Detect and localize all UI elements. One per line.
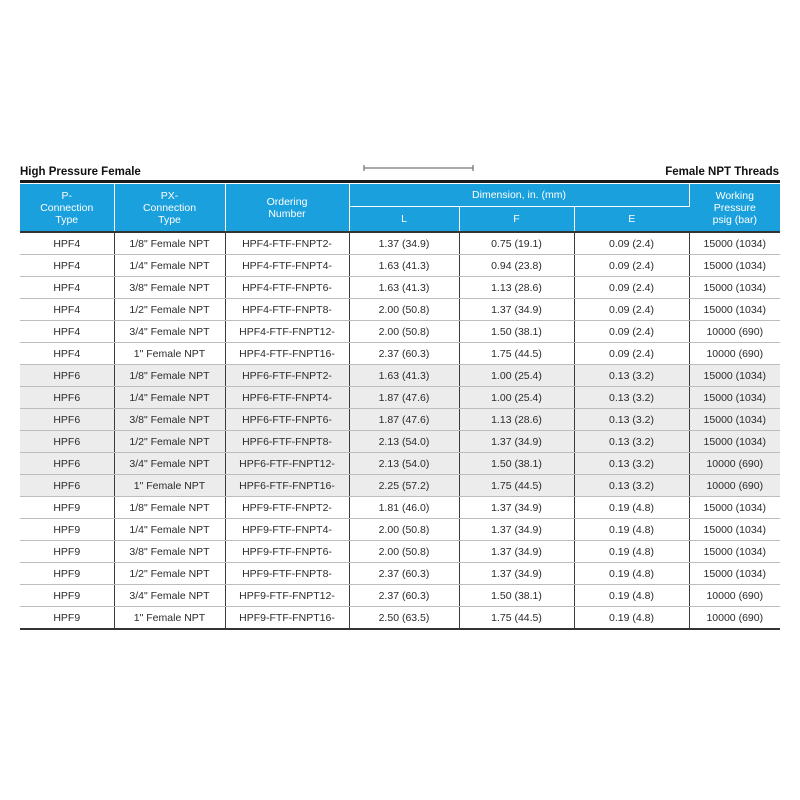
px-connection-cell: 3/8" Female NPT	[114, 277, 225, 299]
dim-e-cell: 0.13 (3.2)	[574, 431, 689, 453]
p-connection-cell: HPF6	[20, 475, 114, 497]
table-body	[20, 232, 780, 629]
px-connection-cell: 1/4" Female NPT	[114, 255, 225, 277]
dim-l-cell: 2.13 (54.0)	[349, 453, 459, 475]
spec-table	[20, 184, 780, 630]
dim-l-cell: 2.50 (63.5)	[349, 607, 459, 630]
ordering-number-cell: HPF4-FTF-FNPT6-	[225, 277, 349, 299]
col-header-dim-l: L	[349, 207, 459, 233]
working-pressure-cell: 10000 (690)	[689, 453, 780, 475]
dim-f-cell: 0.75 (19.1)	[459, 232, 574, 255]
dim-e-cell: 0.09 (2.4)	[574, 343, 689, 365]
p-connection-cell: HPF6	[20, 409, 114, 431]
px-connection-cell: 1/8" Female NPT	[114, 365, 225, 387]
dim-f-cell: 1.75 (44.5)	[459, 343, 574, 365]
dim-e-cell: 0.09 (2.4)	[574, 232, 689, 255]
table-row	[20, 409, 780, 431]
dim-l-cell: 1.63 (41.3)	[349, 255, 459, 277]
dim-f-cell: 1.50 (38.1)	[459, 453, 574, 475]
table-row	[20, 365, 780, 387]
ordering-number-cell: HPF4-FTF-FNPT16-	[225, 343, 349, 365]
working-pressure-cell: 15000 (1034)	[689, 299, 780, 321]
px-connection-cell: 1/2" Female NPT	[114, 563, 225, 585]
working-pressure-cell: 15000 (1034)	[689, 409, 780, 431]
col-header-dim-e: E	[574, 207, 689, 233]
dim-f-cell: 1.37 (34.9)	[459, 541, 574, 563]
table-row	[20, 475, 780, 497]
dim-e-cell: 0.19 (4.8)	[574, 541, 689, 563]
col-header-px-connection: PX- Connection Type	[114, 184, 225, 232]
px-connection-cell: 1/4" Female NPT	[114, 387, 225, 409]
table-row	[20, 563, 780, 585]
p-connection-cell: HPF9	[20, 519, 114, 541]
table-row	[20, 541, 780, 563]
dim-l-cell: 2.00 (50.8)	[349, 321, 459, 343]
ordering-number-cell: HPF9-FTF-FNPT8-	[225, 563, 349, 585]
table-row	[20, 607, 780, 630]
ordering-number-cell: HPF9-FTF-FNPT12-	[225, 585, 349, 607]
dim-e-cell: 0.09 (2.4)	[574, 255, 689, 277]
p-connection-cell: HPF9	[20, 607, 114, 630]
p-connection-cell: HPF9	[20, 585, 114, 607]
working-pressure-cell: 15000 (1034)	[689, 232, 780, 255]
px-connection-cell: 3/8" Female NPT	[114, 541, 225, 563]
table-title: High Pressure Female	[20, 166, 141, 178]
dim-l-cell: 2.37 (60.3)	[349, 563, 459, 585]
p-connection-cell: HPF6	[20, 365, 114, 387]
px-connection-cell: 3/4" Female NPT	[114, 321, 225, 343]
dim-f-cell: 1.13 (28.6)	[459, 277, 574, 299]
dim-e-cell: 0.19 (4.8)	[574, 497, 689, 519]
ordering-number-cell: HPF6-FTF-FNPT4-	[225, 387, 349, 409]
table-row	[20, 277, 780, 299]
dim-l-cell: 2.37 (60.3)	[349, 585, 459, 607]
dim-f-cell: 1.37 (34.9)	[459, 497, 574, 519]
col-header-dimension: Dimension, in. (mm)	[349, 184, 689, 207]
p-connection-cell: HPF9	[20, 541, 114, 563]
working-pressure-cell: 15000 (1034)	[689, 365, 780, 387]
dim-f-cell: 1.37 (34.9)	[459, 431, 574, 453]
p-connection-cell: HPF4	[20, 277, 114, 299]
header-rule	[20, 180, 780, 183]
working-pressure-cell: 10000 (690)	[689, 321, 780, 343]
working-pressure-cell: 10000 (690)	[689, 607, 780, 630]
ordering-number-cell: HPF6-FTF-FNPT16-	[225, 475, 349, 497]
ordering-number-cell: HPF6-FTF-FNPT2-	[225, 365, 349, 387]
table-row	[20, 453, 780, 475]
px-connection-cell: 1/8" Female NPT	[114, 497, 225, 519]
p-connection-cell: HPF4	[20, 299, 114, 321]
px-connection-cell: 3/4" Female NPT	[114, 453, 225, 475]
px-connection-cell: 1" Female NPT	[114, 343, 225, 365]
dim-f-cell: 0.94 (23.8)	[459, 255, 574, 277]
ordering-number-cell: HPF9-FTF-FNPT2-	[225, 497, 349, 519]
table-row	[20, 497, 780, 519]
p-connection-cell: HPF9	[20, 497, 114, 519]
ordering-number-cell: HPF4-FTF-FNPT4-	[225, 255, 349, 277]
dim-f-cell: 1.00 (25.4)	[459, 387, 574, 409]
ordering-number-cell: HPF9-FTF-FNPT6-	[225, 541, 349, 563]
p-connection-cell: HPF6	[20, 453, 114, 475]
ordering-number-cell: HPF6-FTF-FNPT6-	[225, 409, 349, 431]
dim-l-cell: 2.00 (50.8)	[349, 541, 459, 563]
working-pressure-cell: 15000 (1034)	[689, 277, 780, 299]
working-pressure-cell: 10000 (690)	[689, 475, 780, 497]
px-connection-cell: 1" Female NPT	[114, 475, 225, 497]
ordering-number-cell: HPF9-FTF-FNPT4-	[225, 519, 349, 541]
dim-f-cell: 1.37 (34.9)	[459, 519, 574, 541]
px-connection-cell: 1" Female NPT	[114, 607, 225, 630]
table-row	[20, 585, 780, 607]
dim-l-cell: 2.00 (50.8)	[349, 519, 459, 541]
dim-f-cell: 1.50 (38.1)	[459, 585, 574, 607]
dim-l-cell: 1.37 (34.9)	[349, 232, 459, 255]
px-connection-cell: 1/2" Female NPT	[114, 431, 225, 453]
ordering-number-cell: HPF4-FTF-FNPT12-	[225, 321, 349, 343]
table-row	[20, 387, 780, 409]
dimension-marker-icon	[363, 165, 474, 171]
dim-e-cell: 0.09 (2.4)	[574, 277, 689, 299]
working-pressure-cell: 15000 (1034)	[689, 541, 780, 563]
px-connection-cell: 1/8" Female NPT	[114, 232, 225, 255]
dim-l-cell: 2.37 (60.3)	[349, 343, 459, 365]
dim-l-cell: 2.00 (50.8)	[349, 299, 459, 321]
table-row	[20, 519, 780, 541]
p-connection-cell: HPF4	[20, 321, 114, 343]
dim-f-cell: 1.75 (44.5)	[459, 607, 574, 630]
table-row	[20, 255, 780, 277]
px-connection-cell: 3/8" Female NPT	[114, 409, 225, 431]
dim-e-cell: 0.19 (4.8)	[574, 607, 689, 630]
thread-type-label: Female NPT Threads	[665, 166, 779, 178]
dim-l-cell: 1.63 (41.3)	[349, 277, 459, 299]
dim-e-cell: 0.13 (3.2)	[574, 475, 689, 497]
dim-l-cell: 1.81 (46.0)	[349, 497, 459, 519]
working-pressure-cell: 15000 (1034)	[689, 431, 780, 453]
px-connection-cell: 1/2" Female NPT	[114, 299, 225, 321]
dim-e-cell: 0.13 (3.2)	[574, 409, 689, 431]
dim-f-cell: 1.37 (34.9)	[459, 563, 574, 585]
dim-f-cell: 1.37 (34.9)	[459, 299, 574, 321]
working-pressure-cell: 10000 (690)	[689, 343, 780, 365]
p-connection-cell: HPF6	[20, 387, 114, 409]
dim-l-cell: 1.87 (47.6)	[349, 409, 459, 431]
col-header-dim-f: F	[459, 207, 574, 233]
dim-e-cell: 0.13 (3.2)	[574, 387, 689, 409]
table-row	[20, 343, 780, 365]
table-row	[20, 431, 780, 453]
dim-e-cell: 0.19 (4.8)	[574, 563, 689, 585]
ordering-number-cell: HPF6-FTF-FNPT12-	[225, 453, 349, 475]
dim-e-cell: 0.09 (2.4)	[574, 321, 689, 343]
working-pressure-cell: 15000 (1034)	[689, 519, 780, 541]
working-pressure-cell: 15000 (1034)	[689, 255, 780, 277]
dim-l-cell: 1.87 (47.6)	[349, 387, 459, 409]
p-connection-cell: HPF9	[20, 563, 114, 585]
col-header-working-pressure: Working Pressure psig (bar)	[689, 184, 780, 232]
table-row	[20, 321, 780, 343]
dim-l-cell: 2.25 (57.2)	[349, 475, 459, 497]
p-connection-cell: HPF4	[20, 232, 114, 255]
ordering-number-cell: HPF6-FTF-FNPT8-	[225, 431, 349, 453]
dim-f-cell: 1.50 (38.1)	[459, 321, 574, 343]
dim-f-cell: 1.75 (44.5)	[459, 475, 574, 497]
dim-e-cell: 0.13 (3.2)	[574, 453, 689, 475]
table-row	[20, 299, 780, 321]
dim-l-cell: 2.13 (54.0)	[349, 431, 459, 453]
dim-f-cell: 1.00 (25.4)	[459, 365, 574, 387]
p-connection-cell: HPF6	[20, 431, 114, 453]
px-connection-cell: 1/4" Female NPT	[114, 519, 225, 541]
ordering-number-cell: HPF9-FTF-FNPT16-	[225, 607, 349, 630]
dim-e-cell: 0.19 (4.8)	[574, 585, 689, 607]
working-pressure-cell: 10000 (690)	[689, 585, 780, 607]
dim-e-cell: 0.09 (2.4)	[574, 299, 689, 321]
p-connection-cell: HPF4	[20, 255, 114, 277]
working-pressure-cell: 15000 (1034)	[689, 387, 780, 409]
working-pressure-cell: 15000 (1034)	[689, 497, 780, 519]
ordering-number-cell: HPF4-FTF-FNPT8-	[225, 299, 349, 321]
dim-e-cell: 0.19 (4.8)	[574, 519, 689, 541]
px-connection-cell: 3/4" Female NPT	[114, 585, 225, 607]
working-pressure-cell: 15000 (1034)	[689, 563, 780, 585]
dim-l-cell: 1.63 (41.3)	[349, 365, 459, 387]
dim-e-cell: 0.13 (3.2)	[574, 365, 689, 387]
dim-f-cell: 1.13 (28.6)	[459, 409, 574, 431]
col-header-ordering-number: Ordering Number	[225, 184, 349, 232]
ordering-number-cell: HPF4-FTF-FNPT2-	[225, 232, 349, 255]
col-header-p-connection: P- Connection Type	[20, 184, 114, 232]
table-row	[20, 232, 780, 255]
p-connection-cell: HPF4	[20, 343, 114, 365]
